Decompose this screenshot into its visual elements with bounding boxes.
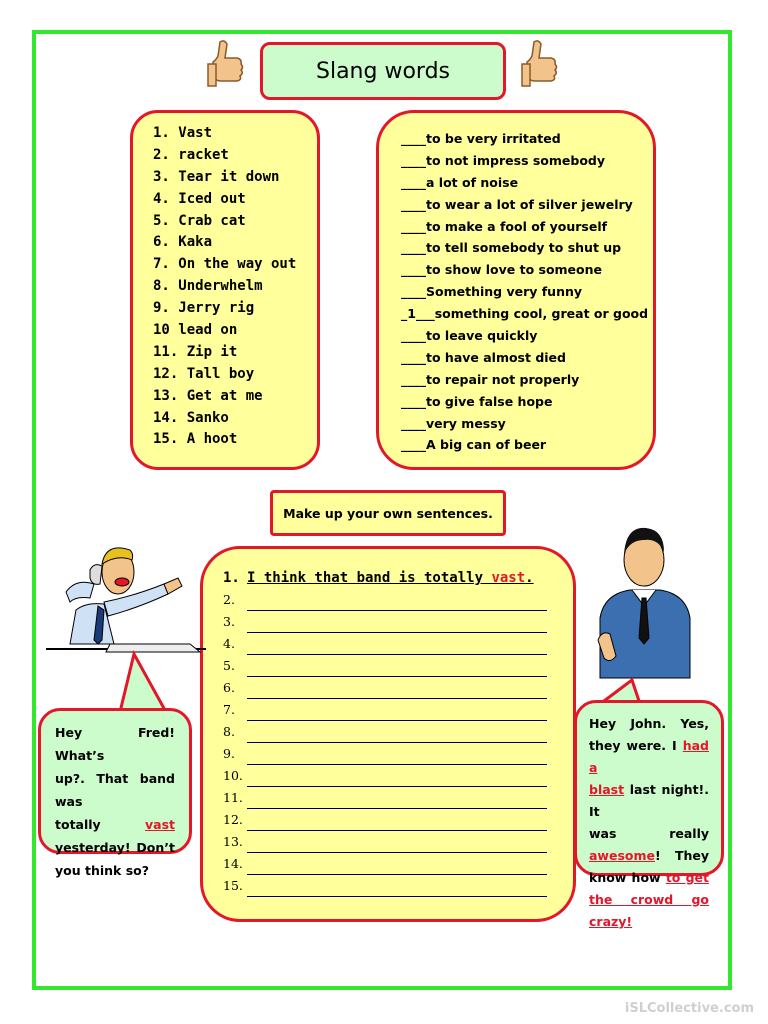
sentence-number: 4.	[223, 636, 235, 651]
sentence-row	[223, 743, 573, 765]
sentence-blank-line[interactable]	[247, 704, 547, 721]
sentence-row	[223, 875, 573, 897]
right-bubble-highlight: to get	[665, 870, 709, 885]
sentence-row	[223, 677, 573, 699]
example-text: I think that band is totally	[247, 570, 492, 586]
sentence-row	[223, 633, 573, 655]
slang-word-item: 13. Get at me	[153, 387, 263, 404]
right-bubble-line: was	[589, 826, 617, 841]
slang-word-item: 7. On the way out	[153, 256, 297, 273]
left-bubble-highlight: vast	[145, 817, 175, 832]
sentence-number: 8.	[223, 724, 235, 739]
sentence-blank-line[interactable]	[247, 836, 547, 853]
example-end: .	[525, 570, 534, 586]
sentence-blank-line[interactable]	[247, 616, 547, 633]
example-sentence	[223, 567, 573, 589]
sentence-number: 2.	[223, 592, 235, 607]
sentence-number: 10.	[223, 768, 243, 783]
man-in-suit-illustration	[594, 526, 694, 680]
slang-word-item: 11. Zip it	[153, 343, 238, 360]
right-bubble-line: really	[669, 826, 709, 841]
left-bubble-line: you think so?	[55, 863, 149, 878]
slang-word-item: 2. racket	[153, 146, 229, 163]
definition-item: ____to give false hope	[401, 393, 553, 409]
right-speech-bubble	[574, 700, 724, 929]
sentence-row	[223, 809, 573, 831]
slang-word-item: 5. Crab cat	[153, 212, 246, 229]
sentence-row	[223, 831, 573, 853]
thumbs-up-left-icon	[206, 38, 246, 92]
sentence-blank-line[interactable]	[247, 594, 547, 611]
definition-item: ____a lot of noise	[401, 174, 519, 190]
definition-list	[376, 110, 656, 470]
left-bubble-tail	[100, 650, 180, 714]
definition-item: ____to not impress somebody	[401, 152, 606, 168]
left-bubble-line: yesterday! Don’t	[55, 840, 175, 855]
sentence-number: 7.	[223, 702, 235, 717]
sentences-box	[200, 546, 576, 922]
sentence-blank-line[interactable]	[247, 638, 547, 655]
sentence-blank-line[interactable]	[247, 660, 547, 677]
sentence-number: 13.	[223, 834, 243, 849]
sentence-row	[223, 853, 573, 875]
left-bubble-line: Hey Fred! What’s	[55, 725, 175, 763]
sentence-blank-line[interactable]	[247, 770, 547, 787]
sentence-row	[223, 655, 573, 677]
definition-item: ____to show love to someone	[401, 262, 603, 278]
sentence-number: 15.	[223, 878, 243, 893]
sentence-number: 9.	[223, 746, 235, 761]
right-bubble-line: ! They	[655, 848, 709, 863]
right-bubble-highlight: blast	[589, 782, 625, 797]
slang-word-item: 3. Tear it down	[153, 168, 280, 185]
slang-word-item: 10 lead on	[153, 322, 238, 339]
slang-word-item: 15. A hoot	[153, 431, 238, 448]
right-bubble-highlight: awesome	[589, 848, 655, 863]
sentence-number: 12.	[223, 812, 243, 827]
slang-word-item: 14. Sanko	[153, 409, 229, 426]
slang-word-item: 4. Iced out	[153, 190, 246, 207]
sentence-row	[223, 611, 573, 633]
left-bubble-line: up?. That band was	[55, 771, 175, 809]
definition-item: ____to have almost died	[401, 349, 566, 365]
sentence-blank-line[interactable]	[247, 748, 547, 765]
watermark: iSLCollective.com	[624, 1001, 754, 1016]
sentence-blank-line[interactable]	[247, 682, 547, 699]
definition-item: ____to wear a lot of silver jewelry	[401, 196, 633, 212]
sentence-blank-line[interactable]	[247, 880, 547, 897]
right-bubble-line: they were. I	[589, 738, 677, 753]
sentence-row	[223, 721, 573, 743]
definition-item: _1___something cool, great or good	[401, 306, 649, 322]
slang-word-item: 8. Underwhelm	[153, 278, 263, 295]
thumbs-up-right-icon	[520, 38, 560, 92]
slang-word-list	[130, 110, 320, 470]
slang-word-item: 12. Tall boy	[153, 365, 255, 382]
definition-item: ____to be very irritated	[401, 131, 561, 146]
sentence-row	[223, 699, 573, 721]
definition-item: ____to tell somebody to shut up	[401, 240, 622, 256]
man-on-phone-illustration	[46, 540, 206, 660]
left-bubble-line: totally	[55, 817, 101, 832]
example-highlight: vast	[491, 570, 526, 586]
slang-word-item: 1. Vast	[153, 125, 213, 141]
definition-item: ____A big can of beer	[401, 437, 547, 453]
slang-word-item: 9. Jerry rig	[153, 300, 255, 317]
sentence-row	[223, 589, 573, 611]
sentence-number: 3.	[223, 614, 235, 629]
left-speech-bubble	[38, 708, 192, 878]
sentence-blank-line[interactable]	[247, 792, 547, 809]
right-bubble-highlight: the crowd go crazy!	[589, 892, 709, 929]
sentence-number: 14.	[223, 856, 243, 871]
sentence-blank-line[interactable]	[247, 814, 547, 831]
definition-item: ____to make a fool of yourself	[401, 218, 608, 234]
sentence-row	[223, 765, 573, 787]
sentence-row	[223, 787, 573, 809]
sentence-number: 6.	[223, 680, 235, 695]
sentence-number: 11.	[223, 790, 243, 805]
sentence-number: 5.	[223, 658, 235, 673]
sentence-blank-line[interactable]	[247, 858, 547, 875]
definition-item: ____to repair not properly	[401, 371, 580, 387]
right-bubble-line: last night!. It	[589, 782, 709, 819]
page-title: Slang words	[260, 42, 506, 100]
definition-item: ____very messy	[401, 415, 506, 431]
right-bubble-line: Hey John. Yes,	[589, 716, 709, 731]
example-number: 1.	[223, 570, 240, 586]
right-bubble-line: know how	[589, 870, 661, 885]
instruction-box: Make up your own sentences.	[270, 490, 506, 536]
definition-item: ____to leave quickly	[401, 328, 538, 344]
sentence-blank-line[interactable]	[247, 726, 547, 743]
right-bubble-highlight: had a	[589, 738, 709, 775]
slang-word-item: 6. Kaka	[153, 234, 213, 251]
definition-item: ____Something very funny	[401, 284, 583, 300]
